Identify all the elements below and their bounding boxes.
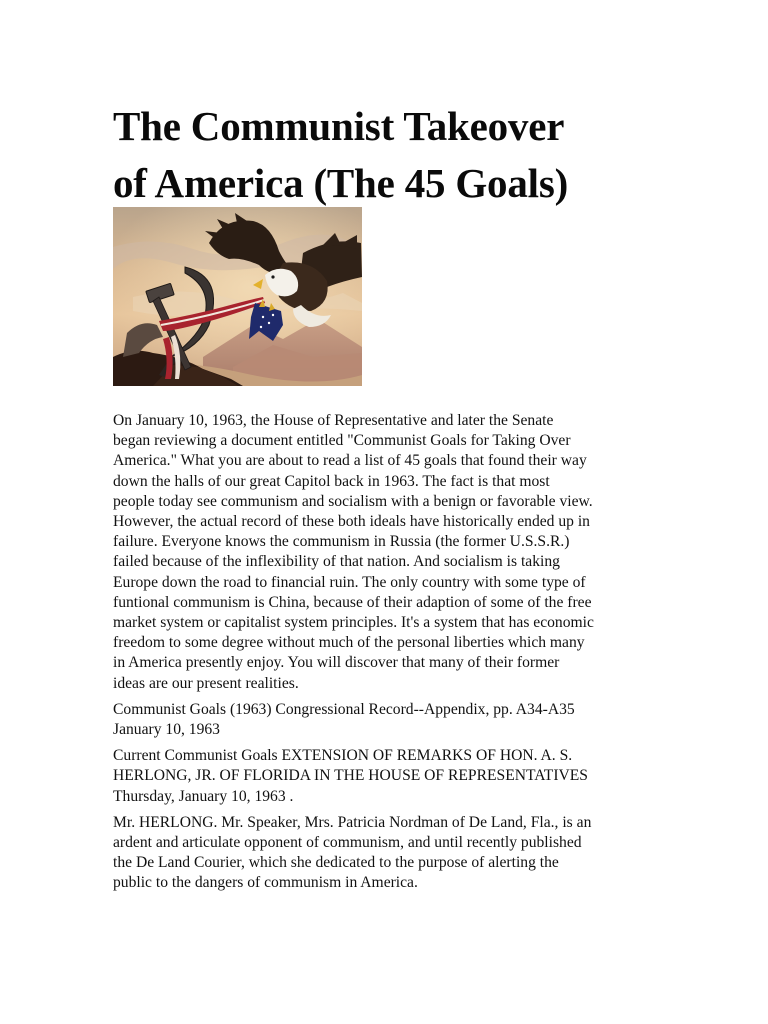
text-line: However, the actual record of these both ideals have historically ended up in	[113, 513, 590, 531]
text-line: failed because of the inflexibility of that nation. And socialism is taking	[113, 553, 560, 571]
title-line-2: of America (The 45 Goals)	[113, 160, 569, 206]
paragraph-intro	[113, 411, 643, 694]
text-line: freedom to some degree without much of the personal liberties which many	[113, 634, 585, 652]
title-line-1: The Communist Takeover	[113, 103, 565, 149]
text-line: people today see communism and socialism with a benign or favorable view.	[113, 492, 593, 510]
text-line: down the halls of our great Capitol back in 1963. The fact is that most	[113, 472, 550, 490]
text-line: failure. Everyone knows the communism in Russia (the former U.S.S.R.)	[113, 533, 570, 551]
text-line: Thursday, January 10, 1963 .	[113, 787, 294, 805]
paragraph-herlong-statement	[113, 813, 643, 894]
text-line: public to the dangers of communism in America.	[113, 874, 418, 892]
text-line: Europe down the road to financial ruin. The only country with some type of	[113, 573, 586, 591]
text-line: America." What you are about to read a list of 45 goals that found their way	[113, 452, 587, 470]
text-line: Current Communist Goals EXTENSION OF REMARKS OF HON. A. S.	[113, 747, 573, 765]
text-line: January 10, 1963	[113, 721, 220, 739]
paragraph-extension-of-remarks	[113, 746, 643, 807]
text-line: HERLONG, JR. OF FLORIDA IN THE HOUSE OF REPRESENTATIVES	[113, 767, 588, 785]
paragraph-citation	[113, 700, 643, 740]
text-line: in America presently enjoy. You will discover that many of their former	[113, 654, 560, 672]
text-line: ardent and articulate opponent of communism, and until recently published	[113, 834, 582, 852]
text-line: ideas are our present realities.	[113, 674, 299, 692]
eagle-hammer-sickle-icon	[113, 207, 362, 386]
text-line: Mr. HERLONG. Mr. Speaker, Mrs. Patricia Nordman of De Land, Fla., is an	[113, 813, 592, 831]
eagle-hammer-sickle-illustration	[113, 207, 362, 386]
article-body	[113, 411, 643, 900]
text-line: market system or capitalist system principles. It's a system that has economic	[113, 614, 594, 632]
page-title	[113, 98, 653, 212]
text-line: Communist Goals (1963) Congressional Record--Appendix, pp. A34-A35	[113, 700, 575, 718]
text-line: the De Land Courier, which she dedicated to the purpose of alerting the	[113, 854, 559, 872]
text-line: On January 10, 1963, the House of Representative and later the Senate	[113, 412, 554, 429]
text-line: funtional communism is China, because of their adaption of some of the free	[113, 593, 592, 611]
text-line: began reviewing a document entitled "Communist Goals for Taking Over	[113, 432, 571, 450]
